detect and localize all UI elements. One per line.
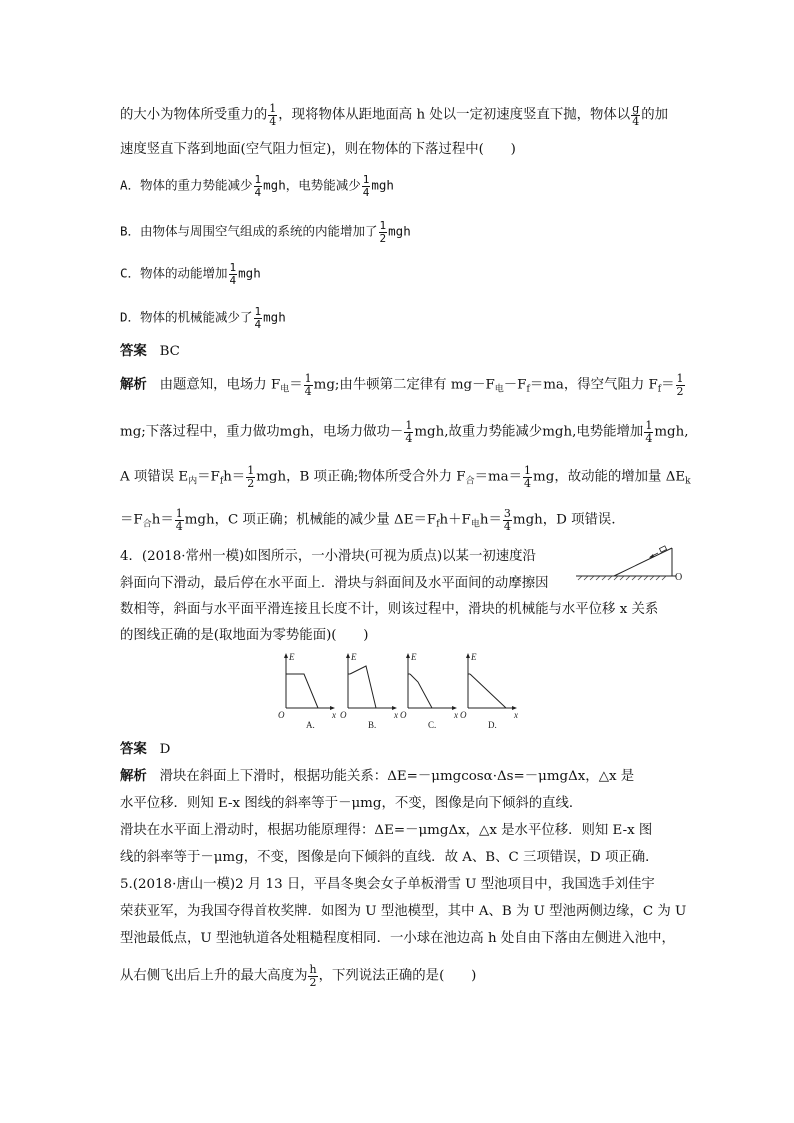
q3-answer: 答案 BC <box>120 343 180 359</box>
graph-b <box>340 652 398 730</box>
graph-c <box>400 652 458 730</box>
graph-d <box>460 652 518 730</box>
axis-x-label: x <box>394 710 398 720</box>
q3-analysis-line-3: A 项错误 $E_内=F_fh=$ $\frac{1}{2}$ mgh，B 项正确;物体所受合外力 $F_合=ma=$ $\frac{1}{4}$ mg，故动能的增加量 $\Delta E_k$ <box>120 464 691 490</box>
q5-line-2: 荣获亚军，为我国夺得首枚奖牌．如图为 U 型池模型，其中 A、B 为 U 型池两侧边缘，C 为 U <box>120 904 687 919</box>
q3-option-c: C．物体的动能增加 $\frac{1}{4}$ mgh <box>120 261 261 287</box>
q4-line-2: 斜面向下滑动，最后停在水平面上．滑块与斜面间及水平面间的动摩擦因 <box>120 576 549 591</box>
q5-line-4: 从右侧飞出后上升的最大高度为 $\frac{h}{2}$ ，下列说法正确的是( ) <box>120 963 477 989</box>
graph-curve <box>470 674 506 708</box>
graph-a <box>278 652 336 730</box>
axis-e-label: E <box>471 652 477 662</box>
slope-diagram <box>574 542 684 586</box>
q3-option-b: B．由物体与周围空气组成的系统的内能增加了 $\frac{1}{2}$ mgh <box>120 219 411 245</box>
graph-option-label: A. <box>306 720 315 730</box>
graph-option-label: C. <box>428 720 437 730</box>
graph-curve <box>410 674 432 708</box>
q4-analysis-line-3: 滑块在水平面上滑动时，根据功能原理得：ΔE=－μmgΔx，△x 是水平位移．则知 E-x 图 <box>120 823 653 838</box>
axis-x-label: x <box>514 710 518 720</box>
origin-label: O <box>278 710 285 720</box>
q4-analysis-line-4: 线的斜率等于－μmg，不变，图像是向下倾斜的直线．故 A、B、C 三项错误，D 项正确． <box>120 850 659 865</box>
text: 的大小为物体所受重力的 <box>120 107 268 123</box>
q3-option-d: D．物体的机械能减少了 $\frac{1}{4}$ mgh <box>120 305 286 331</box>
origin-label: O <box>340 710 347 720</box>
q3-analysis-line-4: $=F_合h=$ $\frac{1}{4}$ mgh，C 项正确；机械能的减少量 $\Delta E=F_fh+F_电h=$ $\frac{3}{4}$ mgh，D 项错误． <box>120 507 625 533</box>
q5-line-1: 5.(2018·唐山一模)2 月 13 日，平昌冬奥会女子单板滑雪 U 型池项目中，我国选手刘佳宇 <box>120 877 655 892</box>
q3-analysis-line-1: 解析 由题意知，电场力 $F_电=$ $\frac{1}{4}$ mg;由牛顿第二定律有 $mg-F_电-F_f=ma$，得空气阻力 $F_f=$ $\frac{1}{2}$ <box>120 372 684 398</box>
q4-analysis-line-1: 解析 滑块在斜面上下滑时，根据功能关系：ΔE=－μmgcosα·Δs=－μmgΔx，△x 是 <box>120 768 635 784</box>
graph-curve <box>350 666 376 708</box>
q3-line-2: 速度竖直下落到地面(空气阻力恒定)，则在物体的下落过程中( ) <box>120 142 516 157</box>
graph-option-label: D. <box>488 720 497 730</box>
text: 的加 <box>641 107 669 123</box>
slope-origin-label: O <box>675 572 683 583</box>
graph-option-label: B. <box>368 720 377 730</box>
q4-line-1: 4．(2018·常州一模)如图所示，一小滑块(可视为质点)以某一初速度沿 <box>120 549 536 564</box>
q4-analysis-line-2: 水平位移．则知 E-x 图线的斜率等于－μmg，不变，图像是向下倾斜的直线． <box>120 796 583 811</box>
q3-line-1 <box>120 103 668 127</box>
q3-option-a: A．物体的重力势能减少 $\frac{1}{4}$ mgh，电势能减少 $\frac{1}{4}$ mgh <box>120 173 394 199</box>
origin-label: O <box>400 710 407 720</box>
origin-label: O <box>460 710 467 720</box>
q4-line-3: 数相等，斜面与水平面平滑连接且长度不计，则该过程中，滑块的机械能与水平位移 x 关系 <box>120 602 659 617</box>
axis-x-label: x <box>332 710 336 720</box>
q4-line-4: 的图线正确的是(取地面为零势能面)( ) <box>120 628 369 643</box>
graphs-row <box>280 650 520 732</box>
fraction: $\frac{1}{4}$ <box>269 102 277 128</box>
axis-x-label: x <box>454 710 458 720</box>
axis-e-label: E <box>411 652 417 662</box>
q5-line-3: 型池最低点，U 型池轨道各处粗糙程度相同．一小球在池边高 h 处自由下落由左侧进入池中， <box>120 931 675 946</box>
q3-analysis-line-2: mg;下落过程中，重力做功mgh，电场力做功－ $\frac{1}{4}$ mgh,故重力势能减少mgh,电势能增加 $\frac{1}{4}$ mgh, <box>120 419 689 445</box>
q4-answer: 答案 D <box>120 741 171 757</box>
axis-e-label: E <box>351 652 357 662</box>
axis-e-label: E <box>289 652 295 662</box>
fraction: $\frac{g}{4}$ <box>632 102 640 128</box>
text: ，现将物体从距地面高 h 处以一定初速度竖直下抛，物体以 <box>278 107 631 123</box>
graph-curve <box>288 674 318 708</box>
